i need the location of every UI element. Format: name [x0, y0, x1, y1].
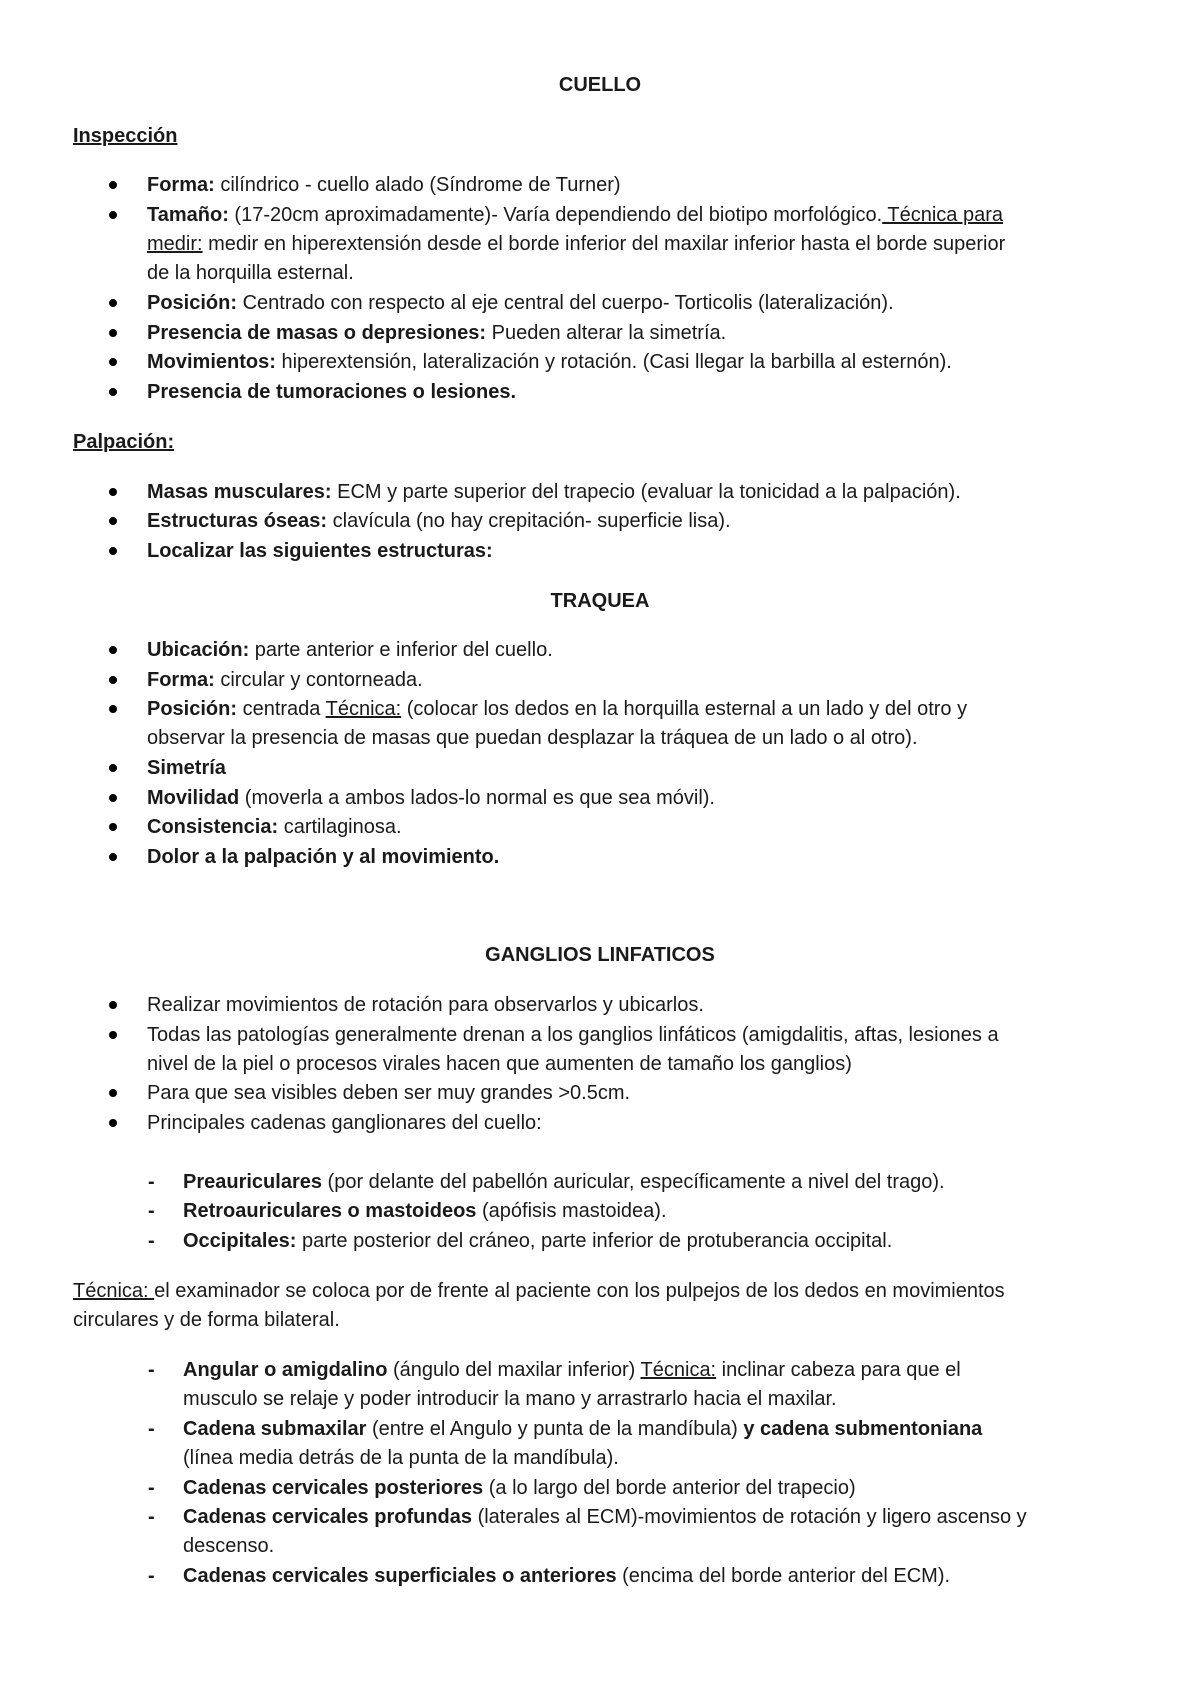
section-heading-ganglios: GANGLIOS LINFATICOS: [485, 944, 715, 966]
bullet-icon: [109, 517, 117, 525]
list-item: Forma: cilíndrico - cuello alado (Síndrome de Turner): [147, 174, 621, 196]
chain-item: Cadenas cervicales profundas (laterales al ECM)-movimientos de rotación y ligero ascenso y: [183, 1506, 1027, 1528]
bullet-icon: [109, 853, 117, 861]
list-item: Consistencia: cartilaginosa.: [147, 816, 402, 838]
bullet-icon: [109, 181, 117, 189]
chain-item: Angular o amigdalino (ángulo del maxilar inferior) Técnica: inclinar cabeza para que el: [183, 1359, 961, 1381]
dash-marker: -: [148, 1200, 155, 1222]
list-item: Tamaño: (17-20cm aproximadamente)- Varía dependiendo del biotipo morfológico. Técnica para: [147, 204, 1004, 226]
list-item: Estructuras óseas: clavícula (no hay crepitación- superficie lisa).: [147, 510, 731, 532]
list-item: Simetría: [147, 757, 226, 779]
chain-item: Cadena submaxilar (entre el Angulo y punta de la mandíbula) y cadena submentoniana: [183, 1418, 983, 1440]
bullet-icon: [109, 646, 117, 654]
list-item: Ubicación: parte anterior e inferior del cuello.: [147, 639, 553, 661]
list-item: Movimientos: hiperextensión, lateralización y rotación. (Casi llegar la barbilla al esternón).: [147, 351, 952, 373]
bullet-icon: [109, 358, 117, 366]
bullet-icon: [109, 764, 117, 772]
list-item-continuation: observar la presencia de masas que puedan desplazar la tráquea de un lado o al otro).: [147, 727, 918, 749]
dash-marker: -: [148, 1359, 155, 1381]
list-item: Para que sea visibles deben ser muy grandes >0.5cm.: [147, 1082, 631, 1104]
dash-marker: -: [148, 1418, 155, 1440]
bullet-icon: [109, 329, 117, 337]
section-heading-inspeccion: Inspección: [73, 125, 178, 147]
bullet-icon: [109, 1001, 117, 1009]
bullet-icon: [109, 676, 117, 684]
chain-item: Cadenas cervicales superficiales o anteriores (encima del borde anterior del ECM).: [183, 1565, 951, 1587]
dash-marker: -: [148, 1171, 155, 1193]
list-item: Presencia de masas o depresiones: Pueden alterar la simetría.: [147, 322, 727, 344]
list-item: Realizar movimientos de rotación para observarlos y ubicarlos.: [147, 994, 704, 1016]
dash-marker: -: [148, 1506, 155, 1528]
section-heading-traquea: TRAQUEA: [550, 590, 650, 612]
bullet-icon: [109, 705, 117, 713]
chain-item-continuation: musculo se relaje y poder introducir la mano y arrastrarlo hacia el maxilar.: [183, 1388, 837, 1410]
chain-item: Cadenas cervicales posteriores (a lo largo del borde anterior del trapecio): [183, 1477, 856, 1499]
chain-item-continuation: (línea media detrás de la punta de la mandíbula).: [183, 1447, 619, 1469]
list-item: Dolor a la palpación y al movimiento.: [147, 846, 500, 868]
list-item: Masas musculares: ECM y parte superior del trapecio (evaluar la tonicidad a la palpación).: [147, 481, 961, 503]
list-item-continuation: medir: medir en hiperextensión desde el borde inferior del maxilar inferior hasta el borde superior: [147, 233, 1006, 255]
chain-item: Preauriculares (por delante del pabellón auricular, específicamente a nivel del trago).: [183, 1171, 945, 1193]
list-item: Todas las patologías generalmente drenan a los ganglios linfáticos (amigdalitis, aftas, lesiones a: [147, 1024, 999, 1046]
bullet-icon: [109, 1089, 117, 1097]
bullet-icon: [109, 547, 117, 555]
chain-item: Retroauriculares o mastoideos (apófisis mastoidea).: [183, 1200, 667, 1222]
chain-item-continuation: descenso.: [183, 1535, 275, 1557]
bullet-icon: [109, 794, 117, 802]
section-heading-palpacion: Palpación:: [73, 431, 175, 453]
list-item: Presencia de tumoraciones o lesiones.: [147, 381, 517, 403]
list-item: Movilidad (moverla a ambos lados-lo normal es que sea móvil).: [147, 787, 715, 809]
bullet-icon: [109, 823, 117, 831]
list-item-continuation: nivel de la piel o procesos virales hacen que aumenten de tamaño los ganglios): [147, 1053, 852, 1075]
page-title: CUELLO: [558, 74, 642, 96]
list-item: Localizar las siguientes estructuras:: [147, 540, 493, 562]
dash-marker: -: [148, 1565, 155, 1587]
list-item: Posición: centrada Técnica: (colocar los dedos en la horquilla esternal a un lado y del otro y: [147, 698, 968, 720]
list-item: Principales cadenas ganglionares del cuello:: [147, 1112, 542, 1134]
dash-marker: -: [148, 1477, 155, 1499]
dash-marker: -: [148, 1230, 155, 1252]
tecnica-paragraph-continuation: circulares y de forma bilateral.: [73, 1309, 340, 1331]
list-item: Forma: circular y contorneada.: [147, 669, 423, 691]
bullet-icon: [109, 211, 117, 219]
list-item-continuation: de la horquilla esternal.: [147, 262, 354, 284]
bullet-icon: [109, 488, 117, 496]
chain-item: Occipitales: parte posterior del cráneo, parte inferior de protuberancia occipital.: [183, 1230, 893, 1252]
list-item: Posición: Centrado con respecto al eje central del cuerpo- Torticolis (lateralización).: [147, 292, 894, 314]
bullet-icon: [109, 299, 117, 307]
tecnica-paragraph: Técnica: el examinador se coloca por de frente al paciente con los pulpejos de los dedos en movimientos: [73, 1280, 1005, 1302]
bullet-icon: [109, 388, 117, 396]
bullet-icon: [109, 1119, 117, 1127]
bullet-icon: [109, 1031, 117, 1039]
